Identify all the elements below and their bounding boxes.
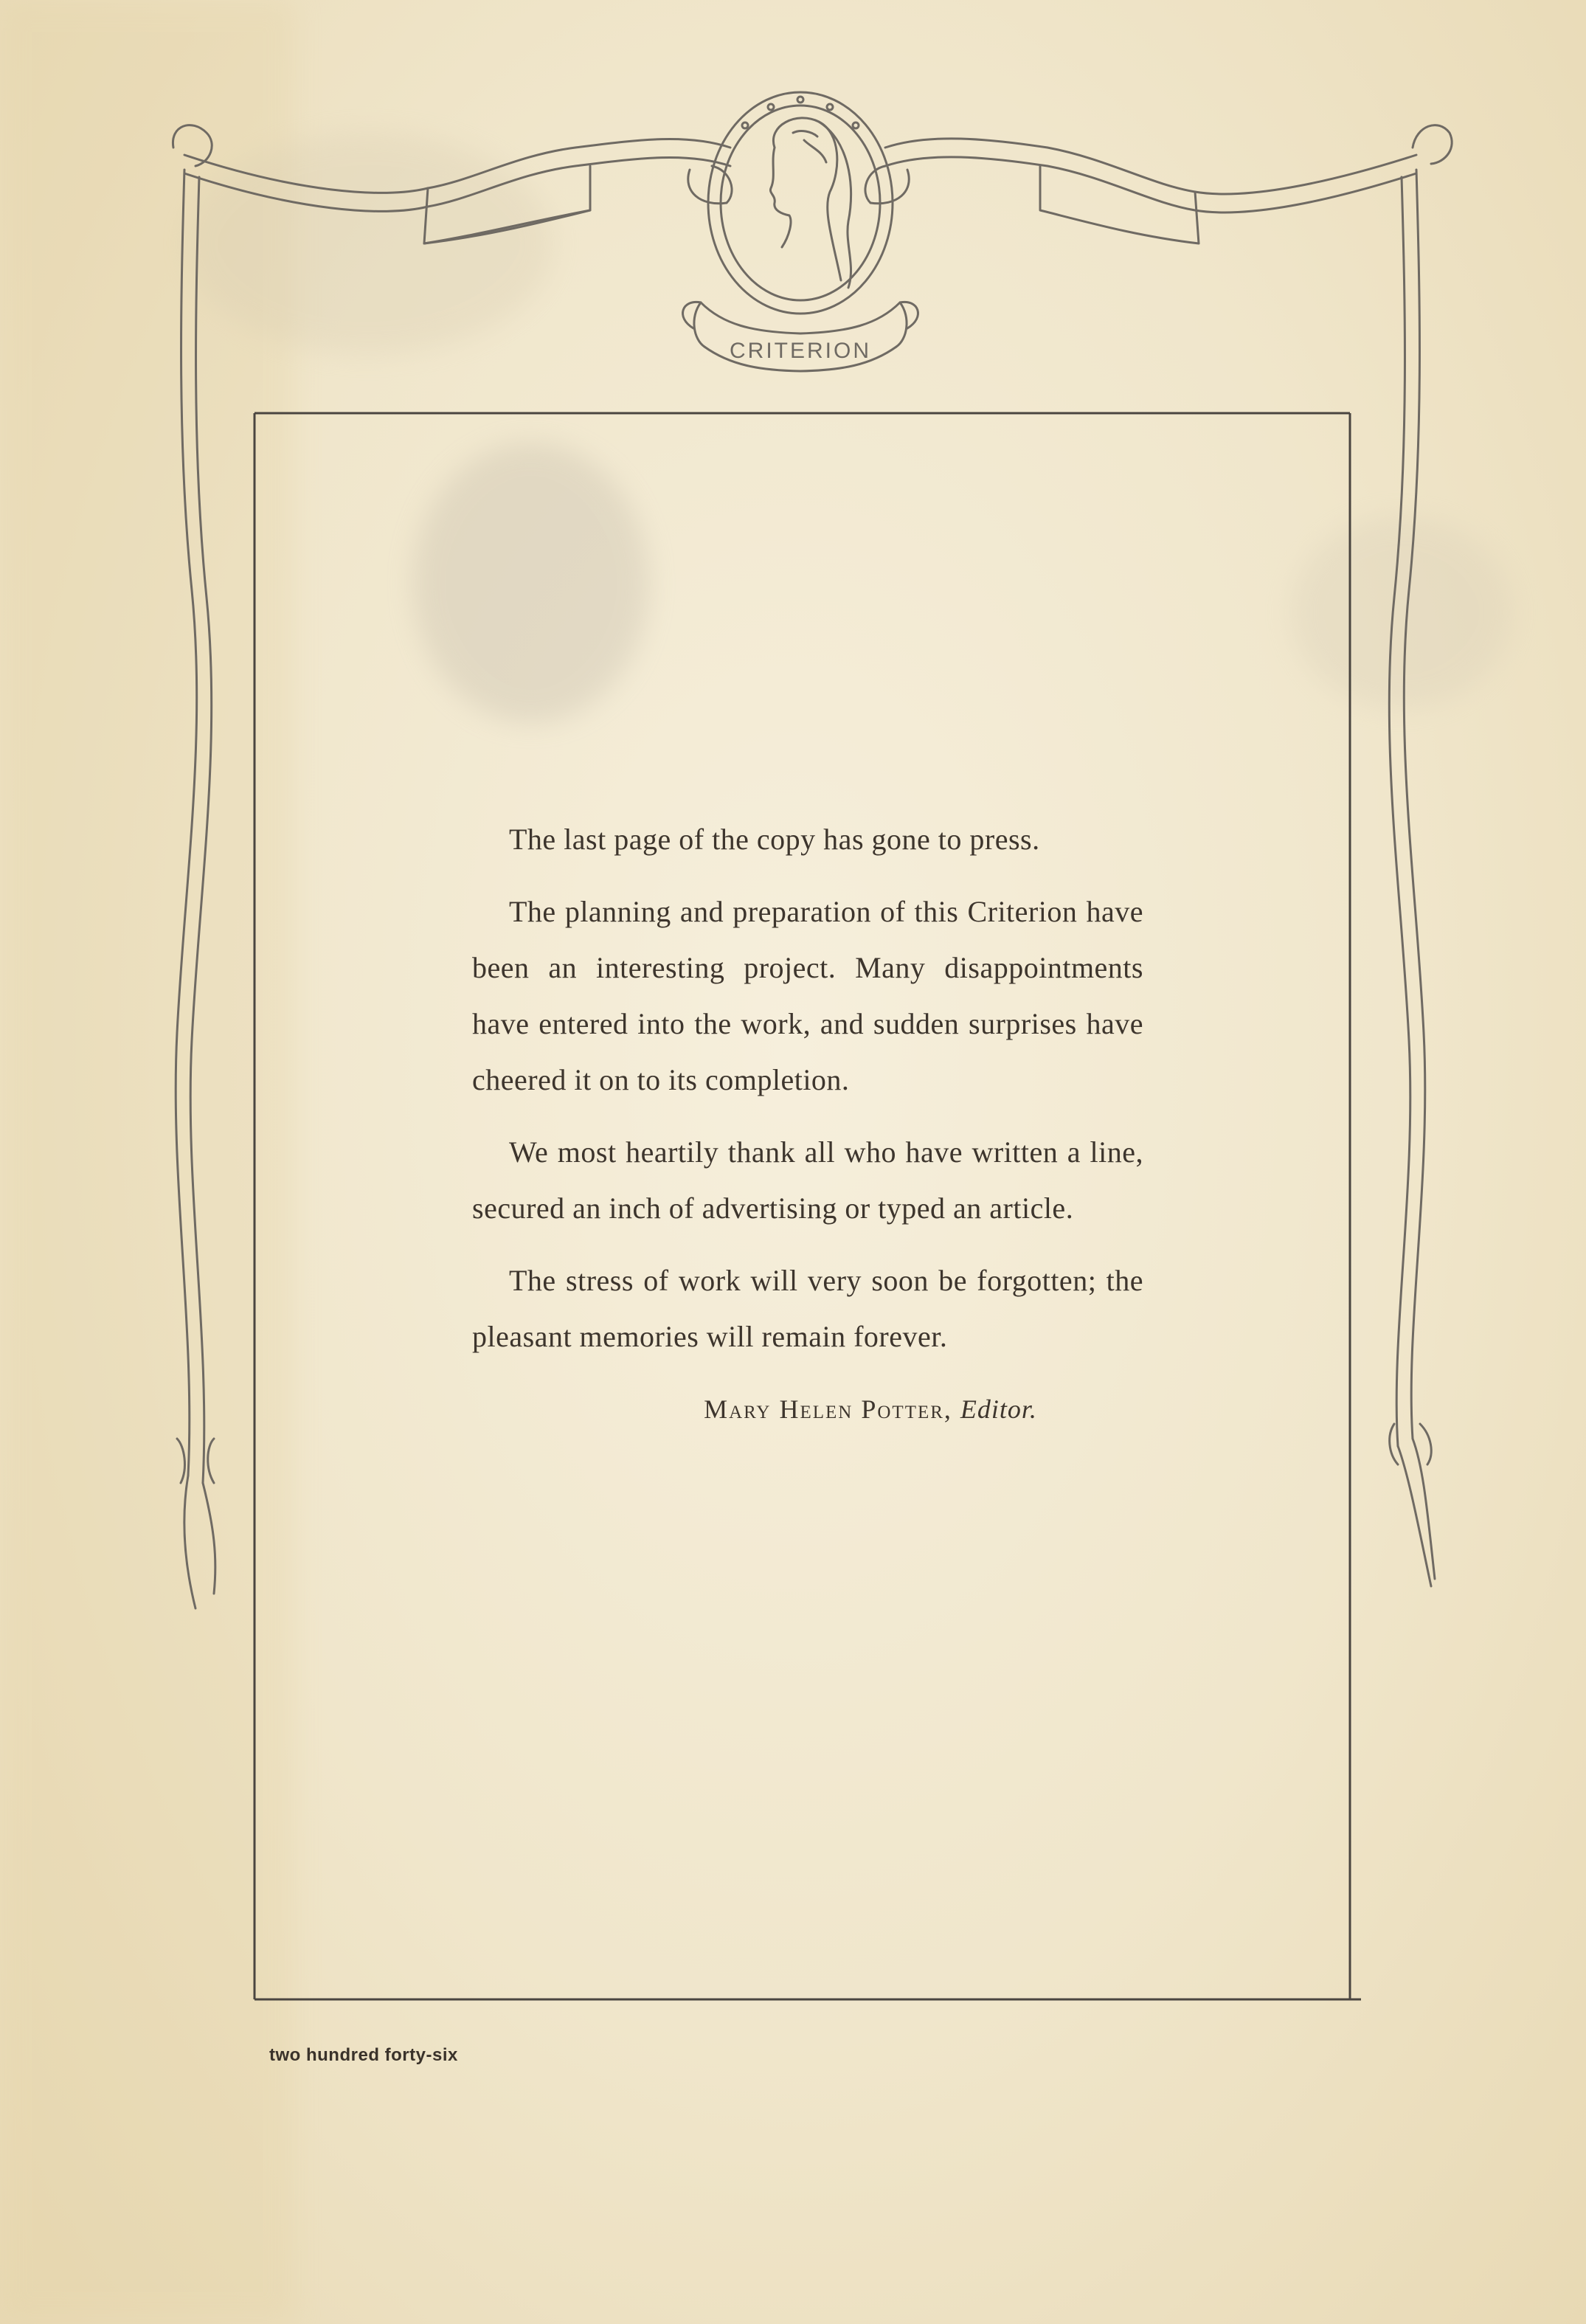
page-number: two hundred forty-six	[269, 2045, 458, 2065]
cameo-emblem	[683, 92, 918, 371]
editor-name: Mary Helen Potter,	[704, 1394, 952, 1424]
closing-message	[472, 812, 1143, 1437]
paragraph: The planning and preparation of this Criterion have been an interesting project. Many disappointments have entered into the work, and sudden surprises have cheered it on to its completion.	[472, 895, 1143, 1096]
editor-signature	[472, 1381, 1143, 1437]
paragraph: We most heartily thank all who have written a line, secured an inch of advertising or typed an article.	[472, 1135, 1143, 1225]
left-hanging-ribbon	[176, 170, 215, 1608]
paragraph: The last page of the copy has gone to press.	[509, 823, 1040, 856]
editor-role: Editor.	[960, 1394, 1037, 1424]
emblem-banner-text: CRITERION	[730, 339, 871, 363]
right-hanging-ribbon	[1389, 170, 1435, 1586]
right-ribbon-scroll	[865, 125, 1452, 243]
paragraph: The stress of work will very soon be forgotten; the pleasant memories will remain forever.	[472, 1264, 1143, 1353]
left-ribbon-scroll	[173, 125, 732, 243]
